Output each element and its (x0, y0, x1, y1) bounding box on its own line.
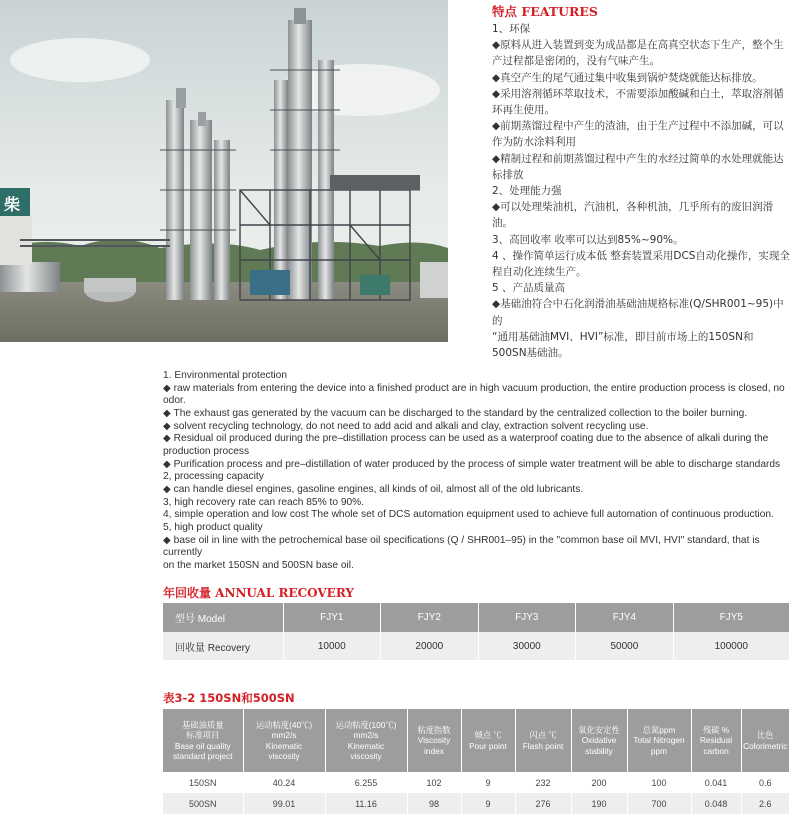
features-en-line: odor. (163, 395, 186, 407)
features-cn-line: 2、处理能力强 (492, 185, 562, 198)
model-cell: FJY3 (478, 603, 576, 632)
table-cell: 98 (407, 793, 461, 814)
header-line: Colorimetric (743, 740, 788, 751)
header-line: 基础油质量 (182, 719, 224, 730)
features-en-line: ◆ solvent recycling technology, do not need to add acid and alkali and clay, extraction solvent recycling use. (163, 420, 649, 432)
header-line: 标准项目 (186, 730, 220, 740)
spec-table (163, 709, 790, 814)
header-line: 运动粘度(40℃) (255, 719, 313, 730)
header-cell-residual-carbon (691, 709, 741, 772)
features-cn-line: ◆基础油符合中石化润滑油基础油规格标准(Q/SHR001~95)中的 (492, 298, 784, 327)
recovery-cell: 20000 (381, 632, 479, 660)
features-cn-line: 程自动化连续生产。 (492, 266, 587, 279)
table-cell: 190 (571, 793, 627, 814)
header-line: Flash point (522, 740, 564, 751)
features-en-line: production process (163, 445, 250, 457)
spec-table-title: 表3-2 150SN和500SN (163, 691, 295, 705)
header-line: Viscosity (417, 735, 451, 746)
header-line: 总氮ppm (642, 724, 676, 735)
features-cn-line: 环再生使用。 (492, 104, 555, 117)
features-cn-line: 油。 (492, 217, 513, 230)
header-cell-flash-point (515, 709, 571, 772)
recovery-row-label: 回收量 Recovery (163, 632, 283, 660)
header-cell-viscosity-index (407, 709, 461, 772)
table-cell: 0.048 (691, 793, 741, 814)
table-row (163, 793, 790, 814)
features-en-line: 2, processing capacity (163, 471, 264, 483)
table-cell: 2.6 (741, 793, 790, 814)
features-cn-line: 3、高回收率 收率可以达到85%~90%。 (492, 233, 684, 246)
header-line: 运动粘度(100℃) (335, 719, 397, 730)
header-line: standard project (173, 751, 233, 761)
table-cell: 500SN (163, 793, 243, 814)
table-cell: 0.6 (741, 772, 790, 793)
features-cn-line: ◆可以处理柴油机，汽油机，各种机油，几乎所有的废旧润滑 (492, 201, 774, 214)
header-cell-total-nitrogen (627, 709, 691, 772)
header-line: 残碳 % (702, 724, 730, 735)
table-header-row (163, 709, 790, 772)
header-line: 粘度指数 (417, 724, 451, 735)
table-cell: 700 (627, 793, 691, 814)
header-cell-colorimetric (741, 709, 790, 772)
table-cell: 9 (461, 793, 515, 814)
building-sign-text: 柴 (4, 195, 21, 214)
features-cn-line: 5 、产品质量高 (492, 282, 566, 295)
features-en-line: ◆ The exhaust gas generated by the vacuum can be discharged to the standard by the centralized collection to the boiler burning. (163, 407, 748, 419)
header-cell-kv40 (243, 709, 325, 772)
features-cn-line: ◆真空产生的尾气通过集中收集到锅炉焚烧就能达标排放。 (492, 71, 763, 84)
header-line: ppm (650, 745, 668, 756)
header-line: 倾点 ℃ (474, 730, 502, 740)
header-line: Pour point (469, 740, 507, 751)
model-cell: FJY1 (283, 603, 381, 632)
header-cell-pour-point (461, 709, 515, 772)
recovery-cell: 100000 (673, 632, 789, 660)
header-line: carbon (703, 745, 729, 756)
table-cell: 100 (627, 772, 691, 793)
table-cell: 200 (571, 772, 627, 793)
table-cell: 9 (461, 772, 515, 793)
table-cell: 99.01 (243, 793, 325, 814)
table-row (163, 772, 790, 793)
features-cn-line: 4 、操作简单运行成本低 整套装置采用DCS自动化操作，实现全 (492, 249, 790, 262)
header-cell-base-oil (163, 709, 243, 772)
features-en-line: ◆ raw materials from entering the device into a finished product are in high vacuum production, the entire production process is closed, no (163, 382, 785, 394)
table-cell: 150SN (163, 772, 243, 793)
model-cell: FJY4 (576, 603, 674, 632)
features-cn-heading: 特点 FEATURES (492, 4, 598, 19)
features-en-line: 1. Environmental protection (163, 370, 288, 381)
features-cn-line: “通用基础油MVI、HVI”标准，即目前市场上的150SN和 (492, 330, 754, 343)
model-cell: FJY5 (673, 603, 789, 632)
recovery-cell: 30000 (478, 632, 576, 660)
header-line: Kinematic (265, 740, 303, 751)
header-line: Total Nitrogen (633, 735, 685, 746)
table-cell: 276 (515, 793, 571, 814)
table-cell: 232 (515, 772, 571, 793)
header-line: Kinematic (347, 740, 385, 751)
features-en-line: on the market 150SN and 500SN base oil. (163, 559, 354, 571)
header-line: mm2/s (353, 730, 379, 740)
features-en-line: ◆ can handle diesel engines, gasoline engines, all kinds of oil, almost all of the old lubricants. (163, 483, 584, 495)
header-line: mm2/s (271, 730, 297, 740)
features-cn-line: ◆前期蒸馏过程中产生的渣油，由于生产过程中不添加碱，可以 (492, 120, 784, 133)
features-en-line: ◆ Purification process and pre–distillation of water produced by the process of simple water treatment will be able to discharge standards (163, 458, 781, 470)
features-cn-line: 500SN基础油。 (492, 347, 569, 360)
table-header-row (163, 603, 790, 632)
features-cn-line: ◆采用溶剂循环萃取技术，不需要添加酸碱和白土，萃取溶剂循 (492, 87, 784, 100)
header-line: 氧化安定性 (578, 724, 620, 735)
header-line: 比色 (756, 730, 774, 740)
header-line: stability (585, 745, 613, 756)
table-row (163, 632, 790, 660)
header-line: Base oil quality (174, 740, 231, 751)
header-cell-oxidative-stability (571, 709, 627, 772)
table-cell: 6.255 (325, 772, 407, 793)
features-en-line: 5, high product quality (163, 521, 263, 533)
table-cell: 0.041 (691, 772, 741, 793)
features-en-line: ◆ base oil in line with the petrochemical base oil specifications (Q / SHR001–95) in the "common base oil MVI, HVI" standard, that is currently (163, 534, 760, 559)
header-line: 闪点 ℃ (529, 730, 557, 740)
features-cn-line: ◆原料从进入装置到变为成品都是在高真空状态下生产，整个生 (492, 39, 784, 52)
features-en-line: 3, high recovery rate can reach 85% to 90%. (163, 496, 365, 508)
header-line: Residual (699, 735, 733, 746)
features-en-line: 4, simple operation and low cost The whole set of DCS automation equipment used to achieve full automation of continuous production. (163, 509, 774, 521)
table-cell: 11.16 (325, 793, 407, 814)
features-cn-line: 1、环保 (492, 23, 531, 35)
recovery-cell: 50000 (576, 632, 674, 660)
features-cn-line: 产过程都是密闭的，没有气味产生。 (492, 55, 660, 68)
features-cn-block (492, 4, 794, 361)
header-cell-kv100 (325, 709, 407, 772)
features-cn-line: 作为防水涂料利用 (492, 136, 576, 149)
header-line: index (424, 745, 444, 756)
header-line: viscosity (268, 751, 300, 761)
annual-recovery-title: 年回收量 ANNUAL RECOVERY (163, 586, 354, 600)
header-line: viscosity (350, 751, 382, 761)
features-cn-line: ◆精制过程和前期蒸馏过程中产生的水经过简单的水处理就能达 (492, 152, 784, 165)
annual-recovery-table (163, 603, 790, 660)
table-cell: 40.24 (243, 772, 325, 793)
features-cn-line: 标排放 (492, 168, 524, 181)
table-cell: 102 (407, 772, 461, 793)
refinery-plant-illustration (0, 0, 448, 342)
recovery-cell: 10000 (283, 632, 381, 660)
features-en-block (163, 370, 793, 573)
model-header-cell: 型号 Model (163, 603, 283, 632)
model-cell: FJY2 (381, 603, 479, 632)
features-en-line: ◆ Residual oil produced during the pre–distillation process can be used as a waterproof coating due to the absence of alkali during the (163, 433, 769, 445)
header-line: Oxidative (581, 735, 617, 746)
refinery-plant-photo (0, 0, 448, 342)
